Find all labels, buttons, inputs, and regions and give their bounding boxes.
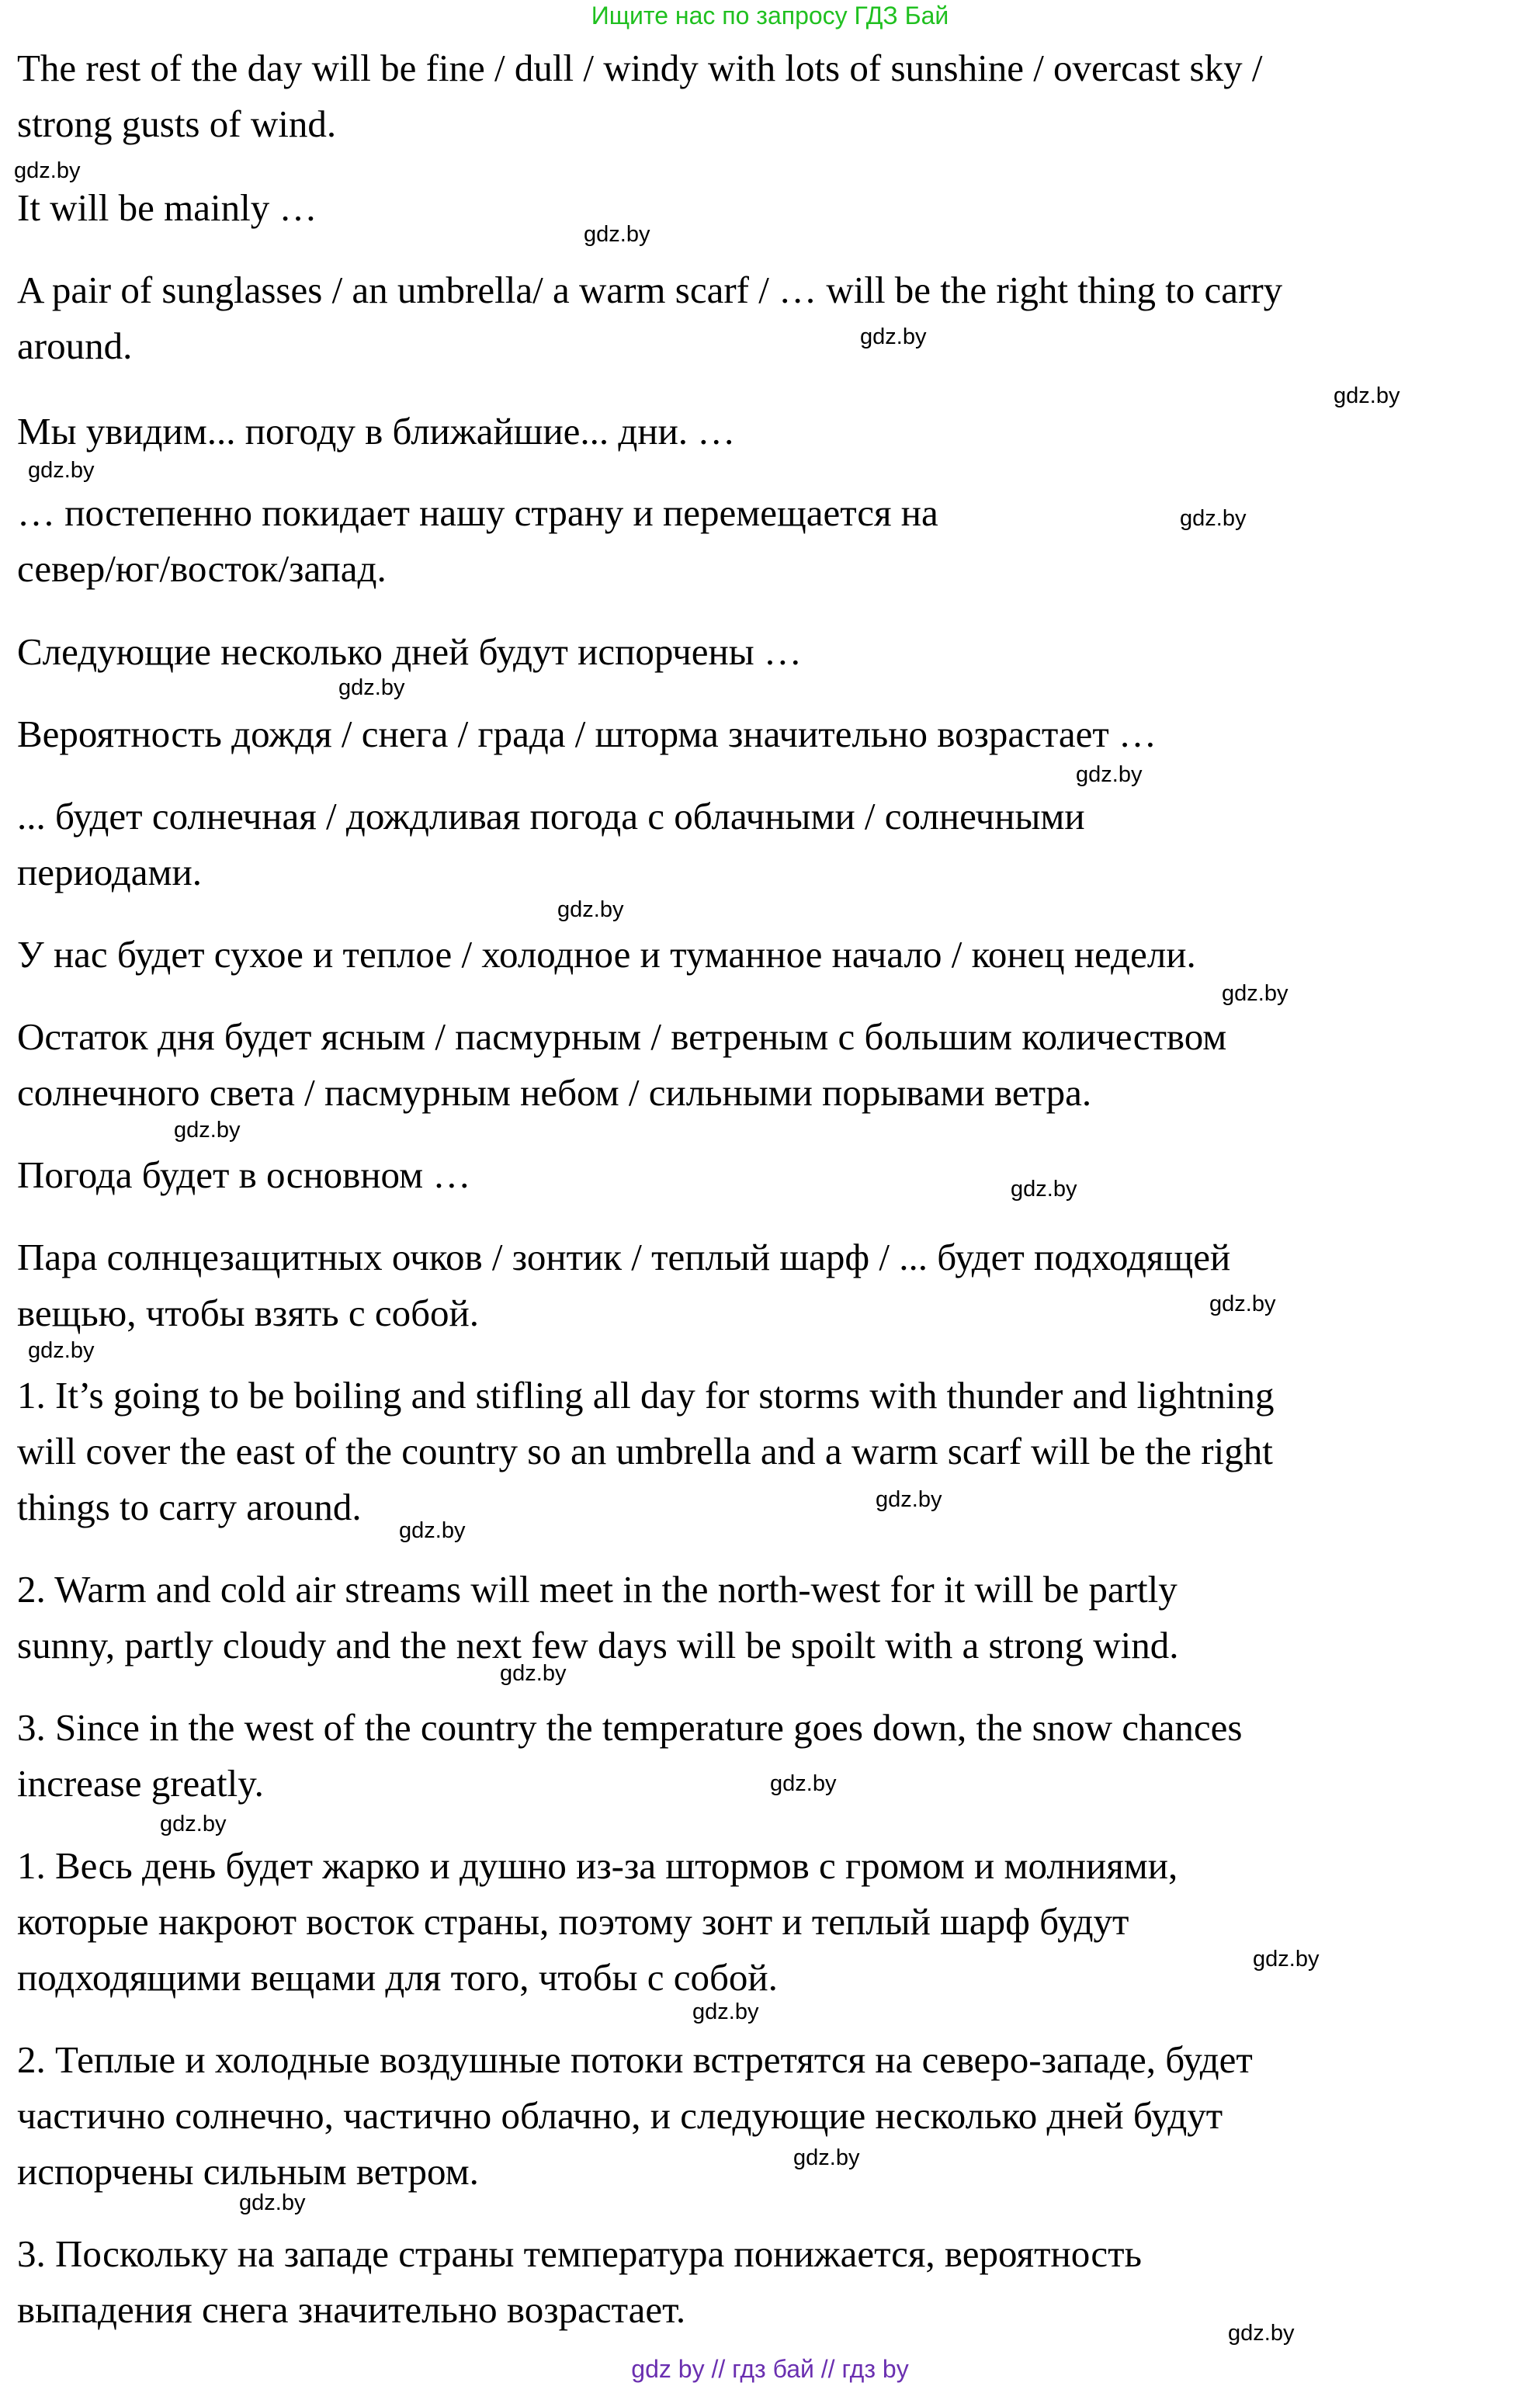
text-line: выпадения снега значительно возрастает. bbox=[17, 2288, 686, 2331]
text-line: things to carry around. bbox=[17, 1486, 362, 1528]
paragraph-7 bbox=[17, 706, 1531, 762]
watermark: gdz.by bbox=[1076, 762, 1143, 787]
text-line: 2. Warm and cold air streams will meet in the north-west for it will be partly bbox=[17, 1568, 1178, 1611]
paragraph-9 bbox=[17, 927, 1531, 983]
text-line: around. bbox=[17, 324, 133, 367]
text-line: Мы увидим... погоду в ближайшие... дни. … bbox=[17, 410, 736, 453]
text-line: Вероятность дождя / снега / града / шторма значительно возрастает … bbox=[17, 713, 1157, 755]
paragraph-10 bbox=[17, 1009, 1531, 1121]
watermark: gdz.by bbox=[692, 1999, 759, 2024]
watermark: gdz.by bbox=[557, 897, 624, 922]
watermark: gdz.by bbox=[160, 1812, 227, 1836]
watermark: gdz.by bbox=[1253, 1947, 1320, 1972]
watermark: gdz.by bbox=[500, 1661, 567, 1686]
watermark: gdz.by bbox=[28, 1338, 95, 1363]
watermark: gdz.by bbox=[876, 1487, 942, 1512]
watermark: gdz.by bbox=[399, 1518, 466, 1543]
paragraph-12 bbox=[17, 1229, 1531, 1341]
text-line: Следующие несколько дней будут испорчены … bbox=[17, 630, 802, 673]
paragraph-5 bbox=[17, 485, 1531, 597]
text-line: The rest of the day will be fine / dull / windy with lots of sunshine / overcast sky / bbox=[17, 47, 1263, 89]
text-line: вещью, чтобы взять с собой. bbox=[17, 1292, 479, 1334]
text-line: It will be mainly … bbox=[17, 186, 317, 229]
watermark: gdz.by bbox=[14, 158, 81, 183]
paragraph-6 bbox=[17, 624, 1531, 680]
text-line: которые накроют восток страны, поэтому зонт и теплый шарф будут bbox=[17, 1900, 1129, 1943]
watermark: gdz.by bbox=[1334, 383, 1400, 408]
text-line: 1. It’s going to be boiling and stifling all day for storms with thunder and lightning bbox=[17, 1374, 1275, 1417]
paragraph-4 bbox=[17, 404, 1531, 460]
watermark: gdz.by bbox=[1228, 2321, 1295, 2346]
watermark: gdz.by bbox=[338, 675, 405, 700]
text-line: ... будет солнечная / дождливая погода с облачными / солнечными bbox=[17, 795, 1085, 838]
text-line: солнечного света / пасмурным небом / сильными порывами ветра. bbox=[17, 1071, 1092, 1114]
text-line: … постепенно покидает нашу страну и перемещается на bbox=[17, 491, 938, 534]
text-line: 2. Теплые и холодные воздушные потоки встретятся на северо-западе, будет bbox=[17, 2038, 1253, 2081]
text-line: испорчены сильным ветром. bbox=[17, 2150, 479, 2193]
text-line: A pair of sunglasses / an umbrella/ a warm scarf / … will be the right thing to carry bbox=[17, 269, 1283, 311]
text-line: Остаток дня будет ясным / пасмурным / ветреным с большим количеством bbox=[17, 1015, 1227, 1058]
text-line: У нас будет сухое и теплое / холодное и туманное начало / конец недели. bbox=[17, 933, 1196, 976]
paragraph-2 bbox=[17, 180, 1531, 236]
text-line: increase greatly. bbox=[17, 1762, 264, 1805]
watermark: gdz.by bbox=[1011, 1177, 1077, 1202]
paragraph-18 bbox=[17, 2226, 1531, 2338]
text-line: частично солнечно, частично облачно, и следующие несколько дней будут bbox=[17, 2094, 1223, 2137]
site-banner: Ищите нас по запросу ГДЗ Бай bbox=[591, 2, 949, 29]
text-line: периодами. bbox=[17, 851, 202, 893]
paragraph-1 bbox=[17, 40, 1531, 152]
paragraph-17 bbox=[17, 2032, 1531, 2200]
paragraph-11 bbox=[17, 1147, 1531, 1203]
watermark: gdz.by bbox=[174, 1118, 241, 1143]
text-line: подходящими вещами для того, чтобы с собой. bbox=[17, 1956, 778, 1999]
text-line: 1. Весь день будет жарко и душно из-за штормов с громом и молниями, bbox=[17, 1844, 1178, 1887]
text-line: will cover the east of the country so an umbrella and a warm scarf will be the right bbox=[17, 1430, 1273, 1472]
text-line: 3. Поскольку на западе страны температура понижается, вероятность bbox=[17, 2232, 1142, 2275]
watermark: gdz.by bbox=[793, 2145, 860, 2170]
watermark: gdz.by bbox=[28, 458, 95, 483]
text-line: sunny, partly cloudy and the next few days will be spoilt with a strong wind. bbox=[17, 1624, 1179, 1666]
watermark: gdz.by bbox=[770, 1771, 837, 1796]
watermark: gdz.by bbox=[584, 222, 650, 247]
text-line: Погода будет в основном … bbox=[17, 1153, 471, 1196]
text-line: 3. Since in the west of the country the temperature goes down, the snow chances bbox=[17, 1706, 1243, 1749]
footer-banner: gdz by // гдз бай // гдз by bbox=[631, 2355, 909, 2383]
paragraph-3 bbox=[17, 262, 1531, 374]
paragraph-16 bbox=[17, 1838, 1531, 2006]
watermark: gdz.by bbox=[239, 2190, 306, 2215]
paragraph-8 bbox=[17, 789, 1531, 900]
text-line: Пара солнцезащитных очков / зонтик / теплый шарф / ... будет подходящей bbox=[17, 1236, 1231, 1278]
text-line: север/юг/восток/запад. bbox=[17, 547, 387, 590]
watermark: gdz.by bbox=[1180, 506, 1247, 531]
watermark: gdz.by bbox=[1209, 1292, 1276, 1316]
text-line: strong gusts of wind. bbox=[17, 102, 337, 145]
watermark: gdz.by bbox=[1222, 981, 1289, 1006]
paragraph-13 bbox=[17, 1368, 1531, 1535]
watermark: gdz.by bbox=[860, 324, 927, 349]
paragraph-14 bbox=[17, 1562, 1531, 1673]
